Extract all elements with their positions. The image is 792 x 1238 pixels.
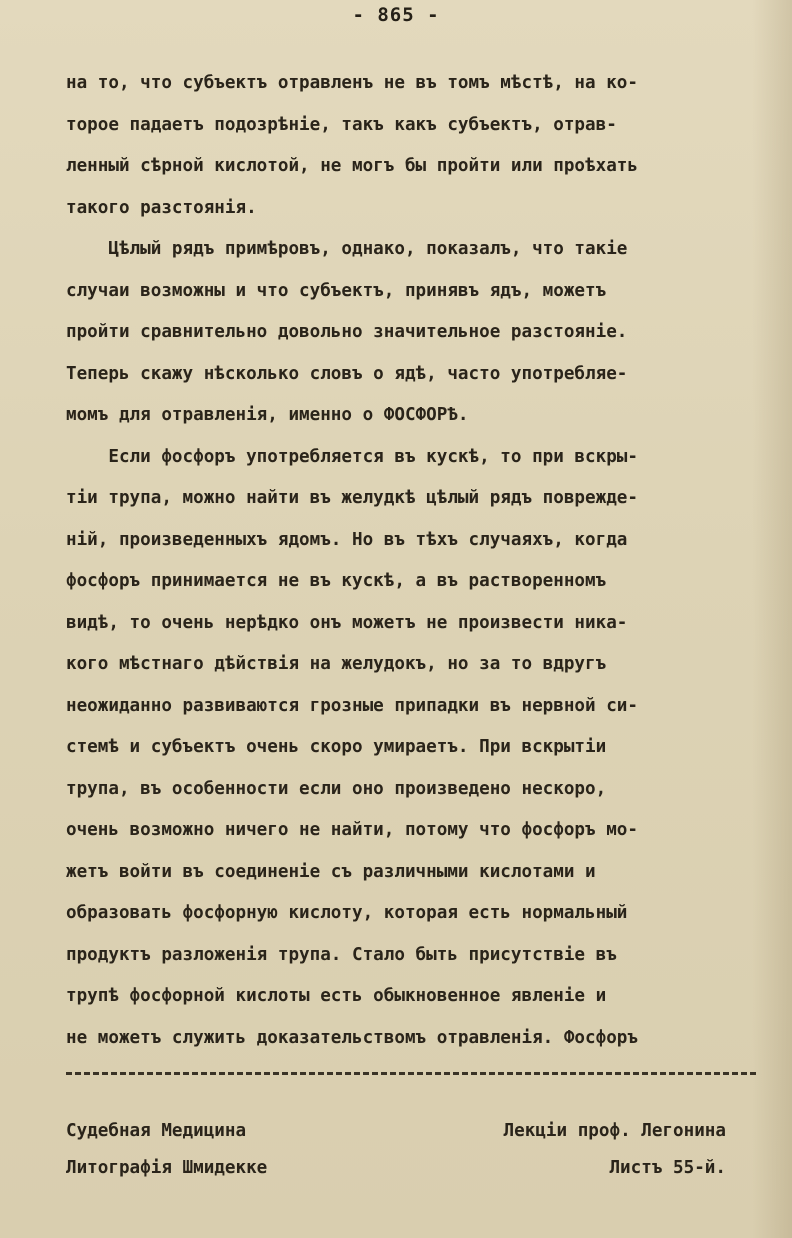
text-line: неожиданно развиваются грозные припадки въ нервной си- [66, 695, 638, 716]
body-text [66, 68, 756, 1064]
text-line: случаи возможны и что субъектъ, принявъ ядъ, можетъ [66, 280, 607, 301]
text-line: Если фосфоръ употребляется въ кускѣ, то при вскры- [66, 446, 638, 467]
text-line: трупѣ фосфорной кислоты есть обыкновенное явленіе и [66, 986, 607, 1006]
text-line: кого мѣстнаго дѣйствія на желудокъ, но за то вдругъ [66, 654, 607, 674]
footer-row-2 [66, 1155, 726, 1181]
text-line: видѣ, то очень нерѣдко онъ можетъ не произвести ника- [66, 612, 628, 633]
separator-rule [66, 1072, 756, 1075]
footer-printer: Литографія Шмидекке [66, 1158, 268, 1178]
text-line: трупа, въ особенности если оно произведено нескоро, [66, 778, 607, 799]
text-line: продуктъ разложенія трупа. Стало быть присутствіе въ [66, 944, 617, 965]
footer-course-title: Судебная Медицина [66, 1121, 247, 1141]
footer-row-1 [66, 1118, 726, 1144]
text-line: жетъ войти въ соединеніе съ различными кислотами и [66, 861, 596, 882]
text-line: стемѣ и субъектъ очень скоро умираетъ. При вскрытіи [66, 737, 607, 757]
footer-lecturer: Лекціи проф. Легонина [503, 1121, 726, 1141]
text-line: на то, что субъектъ отравленъ не въ томъ мѣстѣ, на ко- [66, 73, 638, 93]
text-line: образовать фосфорную кислоту, которая есть нормальный [66, 903, 628, 923]
text-line: фосфоръ принимается не въ кускѣ, а въ растворенномъ [66, 571, 607, 591]
text-line: пройти сравнительно довольно значительное разстояніе. [66, 322, 628, 342]
text-line: момъ для отравленія, именно о ФОСФОРѢ. [66, 405, 469, 425]
text-line: тіи трупа, можно найти въ желудкѣ цѣлый рядъ поврежде- [66, 488, 638, 508]
page-number: - 865 - [352, 4, 440, 26]
text-line: такого разстоянія. [66, 197, 257, 218]
footer-sheet-number: Листъ 55-й. [609, 1158, 726, 1178]
text-line: ній, произведенныхъ ядомъ. Но въ тѣхъ случаяхъ, когда [66, 529, 628, 550]
text-line: очень возможно ничего не найти, потому что фосфоръ мо- [66, 820, 638, 840]
page-edge-shadow [752, 0, 792, 1238]
text-line: Цѣлый рядъ примѣровъ, однако, показалъ, что такіе [66, 239, 628, 259]
text-line: ленный сѣрной кислотой, не могъ бы пройти или проѣхать [66, 156, 638, 176]
text-line: Теперь скажу нѣсколько словъ о ядѣ, часто употребляе- [66, 363, 628, 384]
text-line: не можетъ служить доказательствомъ отравленія. Фосфоръ [66, 1027, 638, 1048]
text-line: торое падаетъ подозрѣніе, такъ какъ субъектъ, отрав- [66, 114, 617, 135]
